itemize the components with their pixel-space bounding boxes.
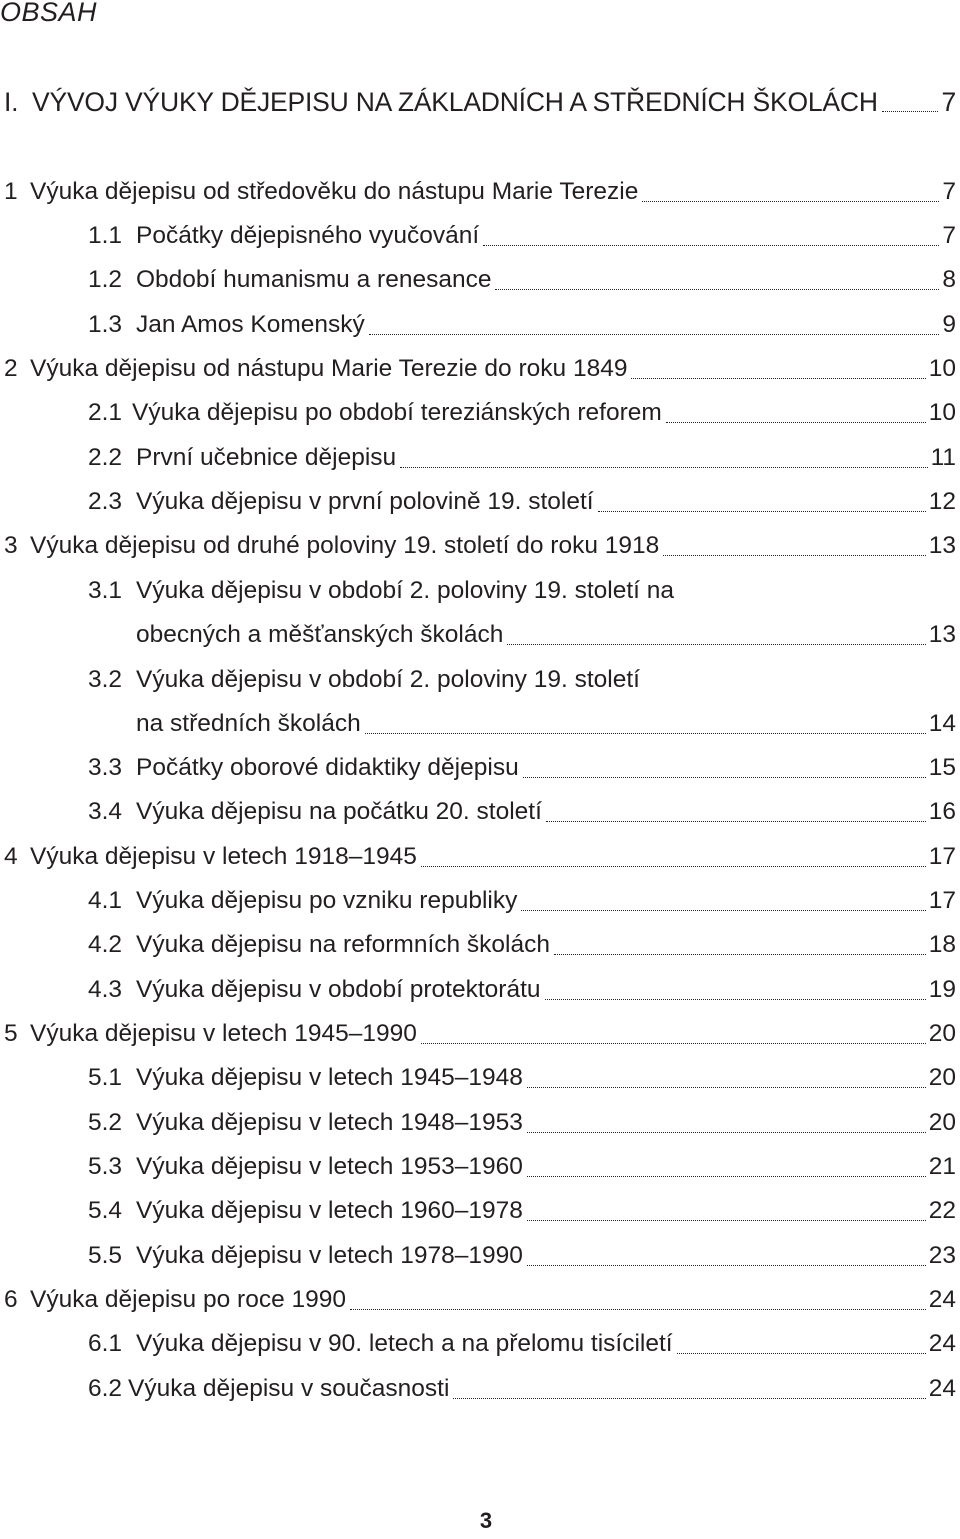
- toc-leader-dots: [527, 1265, 926, 1266]
- toc-entry-page: 19: [928, 976, 956, 1003]
- toc-entry-number: 5: [4, 1020, 18, 1047]
- toc-entry-page: 13: [928, 532, 956, 559]
- toc-entry-number: 2: [4, 355, 18, 382]
- toc-entry-5-3[interactable]: [0, 1147, 956, 1187]
- toc-entry-number: 2.3: [88, 488, 123, 515]
- toc-leader-dots: [521, 910, 926, 911]
- toc-entry-6-2[interactable]: [0, 1369, 956, 1409]
- toc-leader-dots: [554, 954, 926, 955]
- toc-entry-page: 7: [942, 178, 956, 205]
- toc-entry-page: 7: [941, 87, 956, 117]
- toc-entry-number: 1: [4, 178, 18, 205]
- toc-entry-number: 6: [4, 1286, 18, 1313]
- toc-leader-dots: [453, 1398, 926, 1399]
- toc-entry-title: Výuka dějepisu v první polovině 19. století: [136, 488, 594, 515]
- toc-leader-dots: [666, 422, 926, 423]
- toc-entry-title: Výuka dějepisu v letech 1945–1990: [30, 1020, 417, 1047]
- toc-entry-title: Výuka dějepisu v období protektorátu: [136, 976, 541, 1003]
- toc-entry-page: 24: [928, 1286, 956, 1313]
- toc-leader-dots: [421, 866, 926, 867]
- toc-entry-number: 6.1: [88, 1330, 123, 1357]
- toc-entry-title-continued: na středních školách: [136, 710, 361, 737]
- toc-entry-title: Výuka dějepisu v letech 1945–1948: [136, 1064, 523, 1091]
- toc-entry-3-1[interactable]: [0, 571, 956, 611]
- toc-entry-number: 5.1: [88, 1064, 123, 1091]
- toc-entry-5-5[interactable]: [0, 1236, 956, 1276]
- toc-entry-number: 4.1: [88, 887, 123, 914]
- page-title: OBSAH: [0, 0, 98, 27]
- toc-entry-title: Výuka dějepisu v letech 1953–1960: [136, 1153, 523, 1180]
- toc-entry-chapter-4[interactable]: [0, 837, 956, 877]
- toc-entry-page: 23: [928, 1242, 956, 1269]
- toc-entry-title: Výuka dějepisu na počátku 20. století: [136, 798, 542, 825]
- toc-entry-number: 2.1: [88, 399, 123, 426]
- toc-entry-title: Jan Amos Komenský: [136, 311, 365, 338]
- toc-entry-title: Výuka dějepisu v období 2. poloviny 19. století na: [136, 577, 674, 604]
- toc-entry-title: Výuka dějepisu po roce 1990: [30, 1286, 346, 1313]
- toc-entry-3-4[interactable]: [0, 792, 956, 832]
- toc-entry-title: Výuka dějepisu v letech 1948–1953: [136, 1109, 523, 1136]
- toc-entry-title: První učebnice dějepisu: [136, 444, 397, 471]
- toc-entry-title: Výuka dějepisu po období tereziánských reforem: [132, 399, 662, 426]
- toc-entry-page: 13: [928, 621, 956, 648]
- toc-leader-dots: [546, 821, 926, 822]
- toc-entry-title: Výuka dějepisu v letech 1960–1978: [136, 1197, 523, 1224]
- toc-entry-number: 5.4: [88, 1197, 123, 1224]
- toc-leader-dots: [527, 1087, 926, 1088]
- toc-entry-chapter-1[interactable]: [0, 172, 956, 212]
- toc-leader-dots: [369, 334, 939, 335]
- toc-leader-dots: [663, 555, 926, 556]
- toc-entry-chapter-5[interactable]: [0, 1014, 956, 1054]
- toc-entry-number: 3: [4, 532, 18, 559]
- toc-entry-number: 5.5: [88, 1242, 123, 1269]
- toc-leader-dots: [523, 777, 926, 778]
- toc-entry-number: 3.4: [88, 798, 123, 825]
- toc-entry-title: Výuka dějepisu v současnosti: [128, 1375, 450, 1402]
- toc-entry-number: 5.3: [88, 1153, 123, 1180]
- toc-entry-page: 11: [930, 444, 956, 471]
- toc-entry-title: Výuka dějepisu v 90. letech a na přelomu tisíciletí: [136, 1330, 673, 1357]
- page-number: 3: [479, 1508, 493, 1533]
- toc-entry-chapter-6[interactable]: [0, 1280, 956, 1320]
- toc-leader-dots: [631, 378, 926, 379]
- toc-leader-dots: [642, 201, 939, 202]
- toc-entry-number: 1.2: [88, 266, 123, 293]
- toc-entry-2-3[interactable]: [0, 482, 956, 522]
- toc-entry-3-1-continued[interactable]: [0, 615, 956, 655]
- toc-leader-dots: [350, 1309, 926, 1310]
- toc-entry-page: 10: [928, 399, 956, 426]
- toc-entry-2-1[interactable]: [0, 393, 956, 433]
- toc-entry-title: Výuka dějepisu v letech 1918–1945: [30, 843, 417, 870]
- toc-leader-dots: [495, 289, 939, 290]
- toc-entry-title: Výuka dějepisu v období 2. poloviny 19. století: [136, 666, 640, 693]
- toc-entry-6-1[interactable]: [0, 1324, 956, 1364]
- toc-entry-title-continued: obecných a měšťanských školách: [136, 621, 504, 648]
- toc-entry-5-4[interactable]: [0, 1191, 956, 1231]
- toc-entry-number: 3.2: [88, 666, 123, 693]
- toc-entry-3-2-continued[interactable]: [0, 704, 956, 744]
- toc-entry-title: Výuka dějepisu od druhé poloviny 19. století do roku 1918: [30, 532, 660, 559]
- toc-entry-page: 17: [928, 843, 956, 870]
- toc-entry-number: 6.2: [88, 1375, 123, 1402]
- toc-entry-3-2[interactable]: [0, 660, 956, 700]
- toc-entry-page: 24: [928, 1330, 956, 1357]
- toc-entry-number: 1.3: [88, 311, 123, 338]
- toc-entry-title: Výuka dějepisu od středověku do nástupu Marie Terezie: [30, 178, 639, 205]
- toc-entry-number: 1.1: [88, 222, 123, 249]
- toc-leader-dots: [677, 1353, 926, 1354]
- toc-entry-4-1[interactable]: [0, 881, 956, 921]
- toc-entry-page: 17: [928, 887, 956, 914]
- toc-entry-chapter-3[interactable]: [0, 526, 956, 566]
- toc-leader-dots: [400, 467, 928, 468]
- toc-entry-5-1[interactable]: [0, 1058, 956, 1098]
- toc-entry-1-1[interactable]: [0, 216, 956, 256]
- toc-entry-4-3[interactable]: [0, 970, 956, 1010]
- toc-leader-dots: [598, 511, 926, 512]
- toc-leader-dots: [365, 733, 926, 734]
- toc-leader-dots: [483, 245, 939, 246]
- toc-entry-page: 10: [928, 355, 956, 382]
- toc-entry-5-2[interactable]: [0, 1103, 956, 1143]
- toc-entry-page: 8: [942, 266, 956, 293]
- toc-entry-2-2[interactable]: [0, 438, 956, 478]
- toc-entry-page: 24: [928, 1375, 956, 1402]
- toc-leader-dots: [421, 1043, 926, 1044]
- toc-entry-4-2[interactable]: [0, 925, 956, 965]
- toc-entry-title: VÝVOJ VÝUKY DĚJEPISU NA ZÁKLADNÍCH A STŘEDNÍCH ŠKOLÁCH: [32, 87, 878, 117]
- toc-entry-chapter-2[interactable]: [0, 349, 956, 389]
- toc-entry-number: 4.3: [88, 976, 123, 1003]
- toc-entry-title: Období humanismu a renesance: [136, 266, 492, 293]
- toc-entry-page: 20: [928, 1109, 956, 1136]
- toc-entry-page: 22: [928, 1197, 956, 1224]
- toc-leader-dots: [527, 1220, 926, 1221]
- toc-leader-dots: [882, 111, 938, 112]
- toc-entry-title: Výuka dějepisu v letech 1978–1990: [136, 1242, 523, 1269]
- toc-entry-title: Výuka dějepisu na reformních školách: [136, 931, 550, 958]
- toc-entry-number: 4.2: [88, 931, 123, 958]
- toc-entry-3-3[interactable]: [0, 748, 956, 788]
- toc-entry-title: Počátky oborové didaktiky dějepisu: [136, 754, 519, 781]
- toc-entry-part-1[interactable]: [0, 82, 956, 122]
- toc-entry-page: 16: [928, 798, 956, 825]
- toc-entry-title: Výuka dějepisu od nástupu Marie Terezie do roku 1849: [30, 355, 628, 382]
- toc-entry-1-2[interactable]: [0, 260, 956, 300]
- toc-entry-page: 9: [942, 311, 956, 338]
- toc-entry-page: 20: [928, 1020, 956, 1047]
- toc-entry-page: 12: [928, 488, 956, 515]
- toc-entry-title: Počátky dějepisného vyučování: [136, 222, 480, 249]
- toc-entry-page: 20: [928, 1064, 956, 1091]
- toc-entry-number: 3.3: [88, 754, 123, 781]
- toc-leader-dots: [527, 1176, 926, 1177]
- toc-entry-1-3[interactable]: [0, 305, 956, 345]
- toc-entry-page: 14: [928, 710, 956, 737]
- toc-entry-number: 5.2: [88, 1109, 123, 1136]
- toc-entry-number: 4: [4, 843, 18, 870]
- toc-entry-page: 18: [928, 931, 956, 958]
- toc-leader-dots: [507, 644, 926, 645]
- toc-entry-page: 15: [928, 754, 956, 781]
- toc-entry-page: 21: [928, 1153, 956, 1180]
- toc-leader-dots: [527, 1132, 926, 1133]
- toc-entry-title: Výuka dějepisu po vzniku republiky: [136, 887, 518, 914]
- toc-entry-number: I.: [4, 87, 19, 117]
- toc-entry-number: 2.2: [88, 444, 123, 471]
- toc-leader-dots: [545, 999, 926, 1000]
- toc-entry-number: 3.1: [88, 577, 123, 604]
- toc-entry-page: 7: [942, 222, 956, 249]
